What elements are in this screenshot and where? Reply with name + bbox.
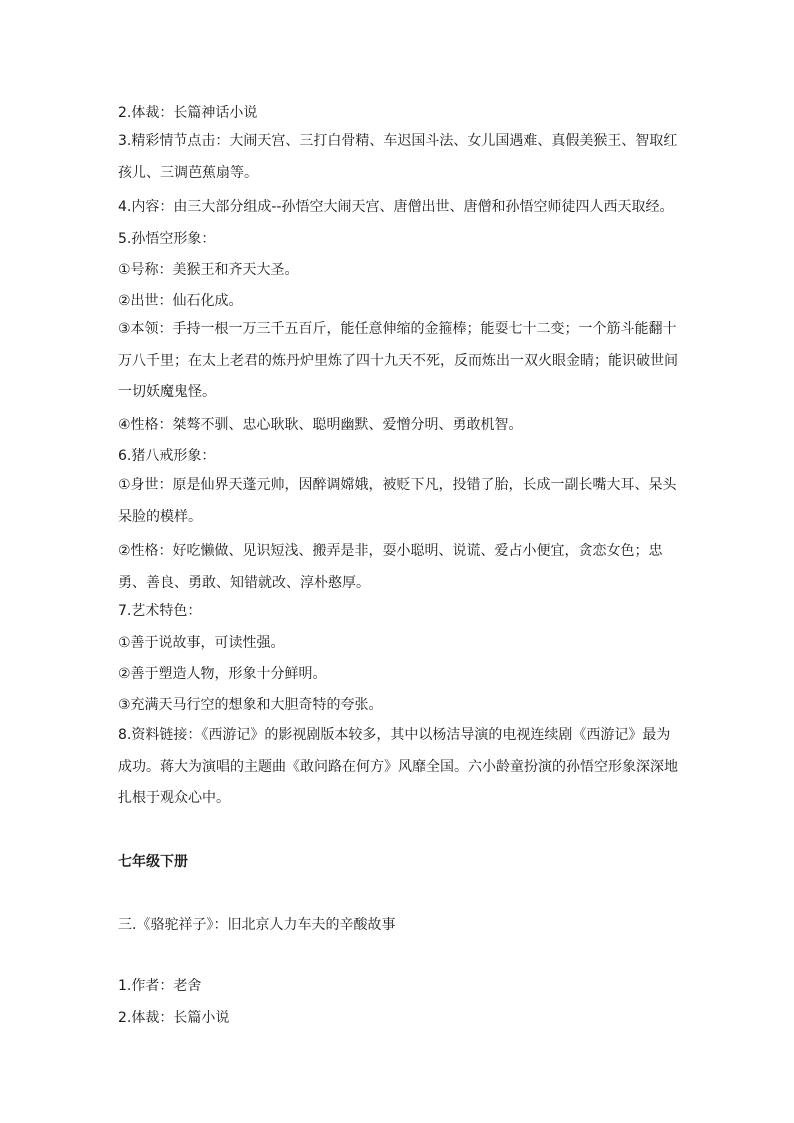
art-feature-item-3: ③充满天马行空的想象和大胆奇特的夸张。: [118, 697, 383, 713]
camel-xiangzi-genre: 2.体裁：长篇小说: [118, 1010, 230, 1026]
zhu-bajie-heading: 6.猪八戒形象：: [118, 448, 216, 464]
section-heading: 七年级下册: [118, 854, 188, 870]
content-line: 4.内容：由三大部分组成--孙悟空大闹天宫、唐僧出世、唐僧和孙悟空师徒四人西天取经。: [118, 199, 674, 215]
camel-xiangzi-title: 三.《骆驼祥子》：旧北京人力车夫的辛酸故事: [118, 917, 396, 933]
sun-wukong-title-item: ①号称：美猴王和齐天大圣。: [118, 262, 299, 278]
zhu-bajie-personality-item: ②性格：好吃懒做、见识短浅、搬弄是非，耍小聪明、说谎、爱占小便宜，贪恋女色；忠勇、善良、勇敢、知错就改、淳朴憨厚。: [118, 543, 663, 591]
genre-line: 2.体裁：长篇神话小说: [118, 105, 258, 121]
zhu-bajie-origin-item: ①身世：原是仙界天蓬元帅，因醉调嫦娥，被贬下凡，投错了胎，长成一副长嘴大耳、呆头呆脸的模样。: [118, 477, 677, 525]
art-features-heading: 7.艺术特色：: [118, 603, 202, 619]
art-feature-item-2: ②善于塑造人物，形象十分鲜明。: [118, 666, 327, 682]
sun-wukong-heading: 5.孙悟空形象：: [118, 231, 216, 247]
sun-wukong-origin-item: ②出世：仙石化成。: [118, 293, 243, 309]
sun-wukong-skills-item: ③本领：手持一根一万三千五百斤，能任意伸缩的金箍棒；能耍七十二变；一个筋斗能翻十万八千里；在太上老君的炼丹炉里炼了四十九天不死，反而炼出一双火眼金睛；能识破世间一切妖魔鬼怪。: [118, 321, 678, 400]
episodes-paragraph: 3.精彩情节点击：大闹天宫、三打白骨精、车迟国斗法、女儿国遇难、真假美猴王、智取红孩儿、三调芭蕉扇等。: [118, 133, 678, 181]
reference-link-paragraph: 8.资料链接：《西游记》的影视剧版本较多，其中以杨洁导演的电视连续剧《西游记》最为成功。蒋大为演唱的主题曲《敢问路在何方》风靡全国。六小龄童扮演的孙悟空形象深深地扎根于观众心中。: [118, 727, 678, 806]
sun-wukong-personality-item: ④性格：桀骜不驯、忠心耿耿、聪明幽默、爱憎分明、勇敢机智。: [118, 417, 523, 433]
camel-xiangzi-author: 1.作者：老舍: [118, 978, 202, 994]
art-feature-item-1: ①善于说故事，可读性强。: [118, 635, 285, 651]
